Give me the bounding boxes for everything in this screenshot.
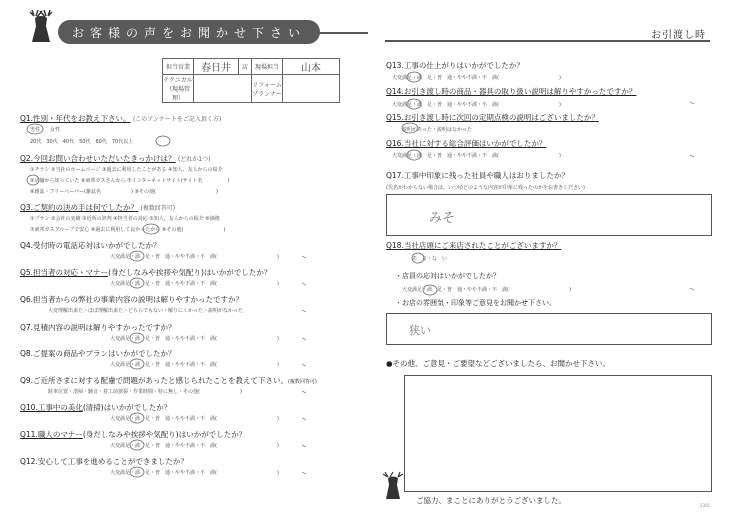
q8-question: Q8.ご提案の商品やプランはいかがでしたか？ xyxy=(20,349,176,358)
q17-question: Q17.工事中印象に残った社員や職人はおりましたか？ xyxy=(386,171,569,180)
q18-sub-scale: 大変満足・満 足・普 通・やや不満・不 満( ) xyxy=(402,287,571,293)
q12-scale: 大変満足・満 足・普 通・やや不満・不 満( ) xyxy=(110,470,279,476)
q16-question: Q16.当社に対する総合評価はいかがでしたか？ xyxy=(386,139,547,148)
q3-option-line: ①プラン ②会社の実績 ③近所の評判 ④担当者の対応 ⑤知人、友人からの紹介 ⑥価格 xyxy=(30,216,220,222)
q5-question: Q5.担当者の対応・マナー(身だしなみや挨拶や気配り)はいかがでしたか？ xyxy=(20,268,272,277)
q16-scale: 大変満足・満 足・普 通・やや不満・不 満( ) xyxy=(392,153,561,159)
q3-question: Q3.ご契約の決め手は何でしたか？ (複数回答可) xyxy=(20,203,176,212)
handover-title: お引渡し時 xyxy=(651,30,706,41)
q2-option-line: ⑧雑誌・フリーペーパー(雑誌名 ) ⑨その他( ) xyxy=(30,189,218,195)
q14-scale: 大変満足・満 足・普 通・やや不満・不 満( ) xyxy=(392,102,561,108)
q6-scale: 大変理解出来た・ほぼ理解出来た・どちらでもない・解りにくかった・説明がなかった xyxy=(48,308,243,314)
q13-scale: 大変満足・満 足・普 通・やや不満・不 満( ) xyxy=(392,75,561,81)
q18-question: Q18.当社店頭にご来店されたことがございますか？ xyxy=(386,241,562,250)
deer-footer-icon xyxy=(380,470,406,500)
page-code: 2301 xyxy=(700,503,711,508)
q18-sub2-question: ・お店の雰囲気・印象等ご意見をお聞かせ下さい。 xyxy=(395,299,556,307)
q4-question: Q4.受付時の電話応対はいかがでしたか？ xyxy=(20,241,161,250)
q1-gender: 男性 女性 xyxy=(30,127,61,133)
q4-scale: 大変満足・満 足・普 通・やや不満・不 満( ) xyxy=(110,254,279,260)
q10-question: Q10.工事中の美化(清掃)はいかがでしたか？ xyxy=(20,403,172,412)
answer-circle xyxy=(27,72,437,477)
planner-label: リフォームプランナー xyxy=(252,75,283,103)
site-label: 現場担当 xyxy=(252,59,283,75)
sales-name: 春日井 xyxy=(194,59,239,75)
q2-option-line: ⑤店舗から知っていた ⑥東邦ガスさんから ⑦インターネットサイト(サイト名 ) xyxy=(30,178,230,184)
sales-label: 担当営業 xyxy=(163,59,194,75)
q17-answer: みそ xyxy=(429,211,456,226)
q18-answer-box xyxy=(386,313,712,345)
q11-scale: 大変満足・満 足・普 通・やや不満・不 満( ) xyxy=(110,443,279,449)
q18-sub-question: ・店員の応対はいかがでしたか？ xyxy=(395,272,500,280)
q3-option-line: ⑦東邦ガスグループで安心 ⑧過去に利用して良かったから ⑨その他( ) xyxy=(30,227,226,233)
q11-question: Q11.職人のマナー(身だしなみや挨拶や気配り)はいかがでしたか？ xyxy=(20,430,247,439)
q7-question: Q7.見積内容の説明は解りやすかったですか？ xyxy=(20,323,176,332)
footer-thanks: ご協力、まことにありがとうございました。 xyxy=(416,496,566,505)
store-label: 店 xyxy=(239,59,252,75)
page-title: お客様の声をお聞かせ下さい xyxy=(58,20,320,44)
q14-question: Q14.お引き渡し時の商品・器具の取り扱い説明は解りやすかったですか？ xyxy=(386,87,637,96)
q15-options: 説明があった・説明はなかった xyxy=(402,127,472,133)
q1-question: Q1.性別・年代をお教え下さい。 (このアンケートをご記入頂く方) xyxy=(20,114,222,123)
q10-scale: 大変満足・満 足・普 通・やや不満・不 満( ) xyxy=(110,416,279,422)
q12-question: Q12.安心して工事を進めることができましたか？ xyxy=(20,457,188,466)
coordinator-label: テクニカル（現場管理） xyxy=(163,75,194,103)
site-name: 山本 xyxy=(283,59,340,75)
comments-title: ●その他、ご意見・ご要望などございましたら、お聞かせ下さい。 xyxy=(386,359,611,368)
q7-scale: 大変満足・満 足・普 通・やや不満・不 満( ) xyxy=(110,336,279,342)
q2-option-line: ①チラシ ②当社のホームページ ③過去に利用したことがある ④知人、友人からの紹介 xyxy=(30,167,223,173)
q5-scale: 大変満足・満 足・普 通・やや不満・不 満( ) xyxy=(110,281,279,287)
q15-question: Q15.お引き渡し時に次回の定期点検の説明はございましたか？ xyxy=(386,113,599,122)
q1-age: 20代 30代 40代 50代 60代 70代以上 xyxy=(30,139,134,145)
q18-options: あ る・な い xyxy=(412,256,448,262)
q17-answer-box xyxy=(386,194,712,236)
q2-question: Q2.今回お問い合わせいただいたきっかけは？ (どれか1つ) xyxy=(20,154,211,163)
q9-question: Q9.ご近所さまに対する配慮で問題があったと感じられたことを教えて下さい。(複数回答可) xyxy=(20,376,317,385)
q18-sub2-answer: 狭い xyxy=(409,324,431,337)
q17-note: (氏名がわからない場合は、いつ頃どのような内容が印象に残ったのかをお書きください) xyxy=(386,185,585,191)
comments-box xyxy=(404,375,712,492)
q8-scale: 大変満足・満 足・普 通・やや不満・不 満( ) xyxy=(110,362,279,368)
q9-options: 駐車位置・清掃・騒音・着工前挨拶・作業時間・特に無し・その他( ) xyxy=(48,389,242,395)
q13-question: Q13.工事の仕上がりはいかがでしたか？ xyxy=(386,61,524,70)
q6-question: Q6.担当者からの弊社の事業内容の説明は解りやすかったですか？ xyxy=(20,295,244,304)
